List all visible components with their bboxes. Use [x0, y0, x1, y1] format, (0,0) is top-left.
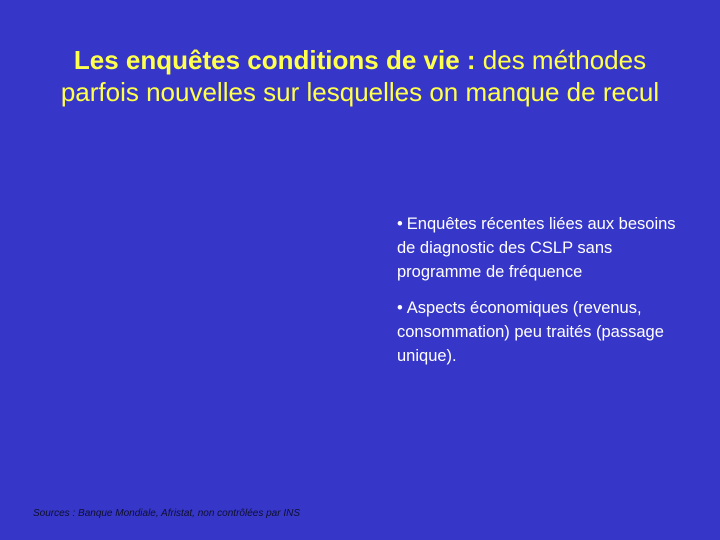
- bullet-item: [397, 212, 687, 284]
- slide-title-rest: des méthodes parfois nouvelles sur lesquelles on manque de recul: [60, 45, 660, 107]
- bullet-marker: •: [397, 215, 403, 233]
- source-note: Sources : Banque Mondiale, Afristat, non contrôlées par INS: [33, 508, 300, 519]
- slide-title: [40, 44, 680, 108]
- bullet-list: [397, 212, 687, 380]
- bullet-item: [397, 296, 687, 368]
- bullet-text: Enquêtes récentes liées aux besoins de diagnostic des CSLP sans programme de fréquence: [397, 215, 676, 281]
- slide-title-bold: Les enquêtes conditions de vie :: [73, 45, 476, 75]
- bullet-marker: •: [397, 299, 403, 317]
- bullet-text: Aspects économiques (revenus, consommation) peu traités (passage unique).: [397, 299, 664, 365]
